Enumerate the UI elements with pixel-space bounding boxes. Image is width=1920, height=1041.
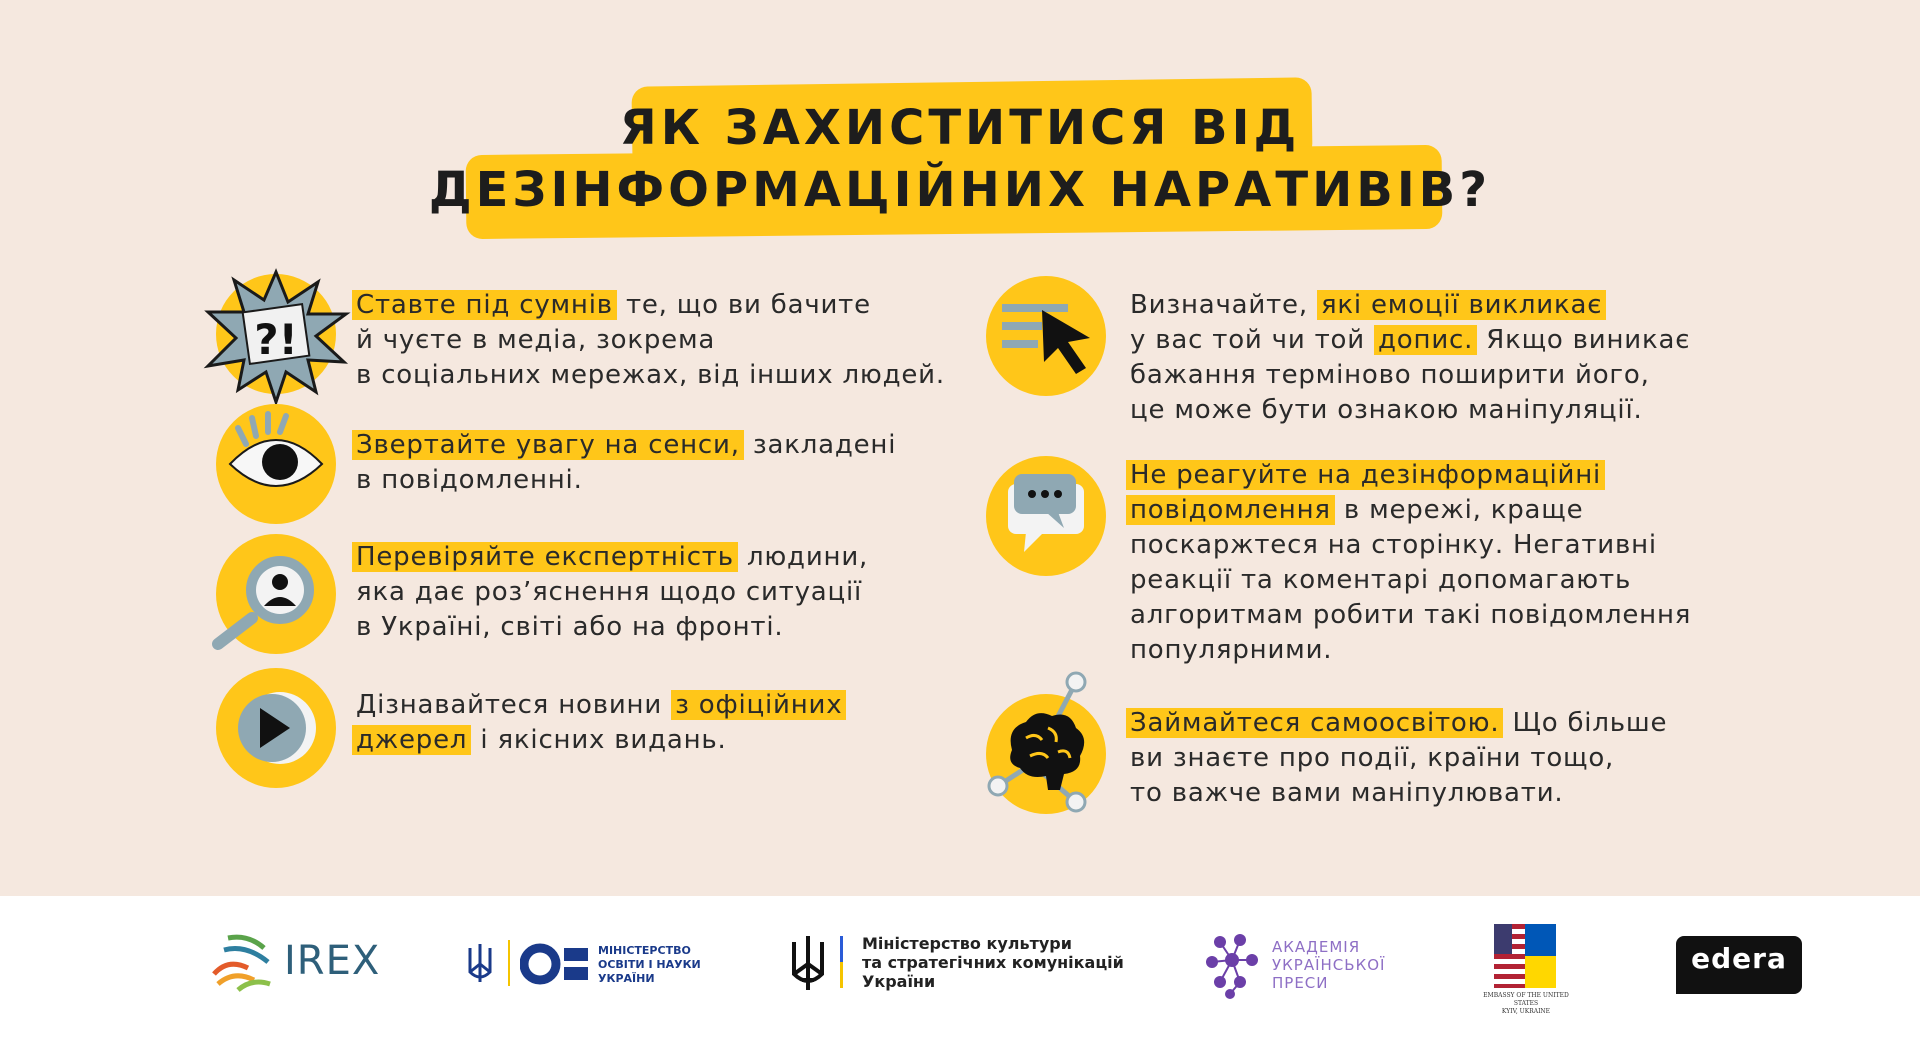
embassy-line-1: EMBASSY OF THE UNITED STATES xyxy=(1483,992,1569,1007)
aup-line-3: ПРЕСИ xyxy=(1272,974,1329,992)
trident-large-icon xyxy=(788,934,828,994)
tip-emotions-line2-pre: у вас той чи той xyxy=(1130,325,1375,355)
tip-emotions-highlight-2: допис. xyxy=(1374,325,1477,355)
tip-self-education-line3: то важче вами маніпулювати. xyxy=(1130,778,1564,808)
tip-no-react-highlight-2: повідомлення xyxy=(1126,495,1335,525)
tip-emotions-line4: це може бути ознакою маніпуляції. xyxy=(1130,395,1643,425)
mk-divider-blue xyxy=(840,936,843,962)
edera-logo: edera xyxy=(1676,936,1802,994)
mon-logo-text xyxy=(598,944,701,986)
page-title-line-2: ДЕЗІНФОРМАЦІЙНИХ НАРАТИВІВ? xyxy=(428,162,1492,218)
embassy-caption xyxy=(1474,992,1578,1016)
title-block xyxy=(0,0,1920,260)
tip-no-react-line2: в мережі, краще xyxy=(1334,495,1584,525)
us-ukraine-flag-icon xyxy=(1494,924,1556,988)
mk-divider-yellow xyxy=(840,962,843,988)
tip-self-education-line1: Що більше xyxy=(1503,708,1668,738)
tip-emotions-line2-rest: Якщо виникає xyxy=(1477,325,1691,355)
aup-logo-text xyxy=(1272,938,1385,992)
mk-line-1: Міністерство культури xyxy=(862,934,1072,953)
cursor-post-icon xyxy=(986,276,1106,396)
tip-doubt-line2: й чуєте в медіа, зокрема xyxy=(356,325,716,355)
tip-meaning-text xyxy=(356,428,896,498)
tip-sources-highlight-2: джерел xyxy=(352,725,471,755)
tip-expertise-text xyxy=(356,540,868,645)
tip-expertise-highlight: Перевіряйте експертність xyxy=(352,542,738,572)
mon-logo-mark-icon xyxy=(520,942,592,986)
mk-line-3: України xyxy=(862,972,936,991)
tip-emotions-text xyxy=(1130,288,1690,428)
tip-meaning-line2: в повідомленні. xyxy=(356,465,583,495)
tip-self-education-line2: ви знаєте про події, країни тощо, xyxy=(1130,743,1615,773)
tip-no-react-line4: реакції та коментарі допомагають xyxy=(1130,565,1632,595)
tip-doubt-text xyxy=(356,288,945,393)
mon-line-3: УКРАЇНИ xyxy=(598,972,655,985)
tip-sources-line1: Дізнавайтеся новини xyxy=(356,690,672,720)
chat-bubble-icon xyxy=(986,456,1106,576)
brain-network-icon xyxy=(986,694,1106,814)
irex-logo-text: IREX xyxy=(284,938,381,984)
irex-logo-mark-icon xyxy=(208,928,278,998)
mk-logo-text xyxy=(862,934,1124,991)
page-title-line-1: ЯК ЗАХИСТИТИСЯ ВІД xyxy=(619,100,1301,156)
svg-text:?!: ?! xyxy=(254,315,298,364)
tip-self-education-text xyxy=(1130,706,1667,811)
eye-icon xyxy=(216,404,336,524)
tip-no-react-text xyxy=(1130,458,1691,668)
tip-no-react-highlight-1: Не реагуйте на дезінформаційні xyxy=(1126,460,1605,490)
tip-meaning-highlight: Звертайте увагу на сенси, xyxy=(352,430,744,460)
tip-self-education-highlight: Займайтеся самоосвітою. xyxy=(1126,708,1503,738)
tip-expertise-line1: людини, xyxy=(737,542,869,572)
question-exclamation-icon xyxy=(216,274,336,394)
tip-doubt-line1: те, що ви бачите xyxy=(616,290,871,320)
tip-sources-line2: і якісних видань. xyxy=(471,725,727,755)
mon-line-2: ОСВІТИ І НАУКИ xyxy=(598,958,701,971)
mon-line-1: МІНІСТЕРСТВО xyxy=(598,944,691,957)
mk-line-2: та стратегічних комунікацій xyxy=(862,953,1124,972)
tip-emotions-line3: бажання терміново поширити його, xyxy=(1130,360,1650,390)
aup-line-1: АКАДЕМІЯ xyxy=(1272,938,1361,956)
tip-no-react-line5: алгоритмам робити такі повідомлення xyxy=(1130,600,1692,630)
tip-emotions-highlight-1: які емоції викликає xyxy=(1317,290,1606,320)
magnifier-person-icon xyxy=(216,534,336,654)
tip-expertise-line3: в Україні, світі або на фронті. xyxy=(356,612,784,642)
trident-icon xyxy=(466,942,494,986)
tip-meaning-line1: закладені xyxy=(743,430,897,460)
tip-sources-text xyxy=(356,688,846,758)
tip-doubt-line3: в соціальних мережах, від інших людей. xyxy=(356,360,945,390)
tip-sources-highlight-1: з офіційних xyxy=(671,690,846,720)
tip-no-react-line3: поскаржтеся на сторінку. Негативні xyxy=(1130,530,1657,560)
tip-no-react-line6: популярними. xyxy=(1130,635,1333,665)
play-icon xyxy=(216,668,336,788)
embassy-line-2: KYIV, UKRAINE xyxy=(1501,1008,1551,1015)
mon-divider xyxy=(508,940,510,986)
tip-expertise-line2: яка дає роз’яснення щодо ситуації xyxy=(356,577,863,607)
aup-line-2: УКРАЇНСЬКОЇ xyxy=(1272,956,1386,974)
aup-molecule-icon xyxy=(1206,930,1266,1000)
tip-emotions-line1: Визначайте, xyxy=(1130,290,1317,320)
tip-doubt-highlight: Ставте під сумнів xyxy=(352,290,617,320)
